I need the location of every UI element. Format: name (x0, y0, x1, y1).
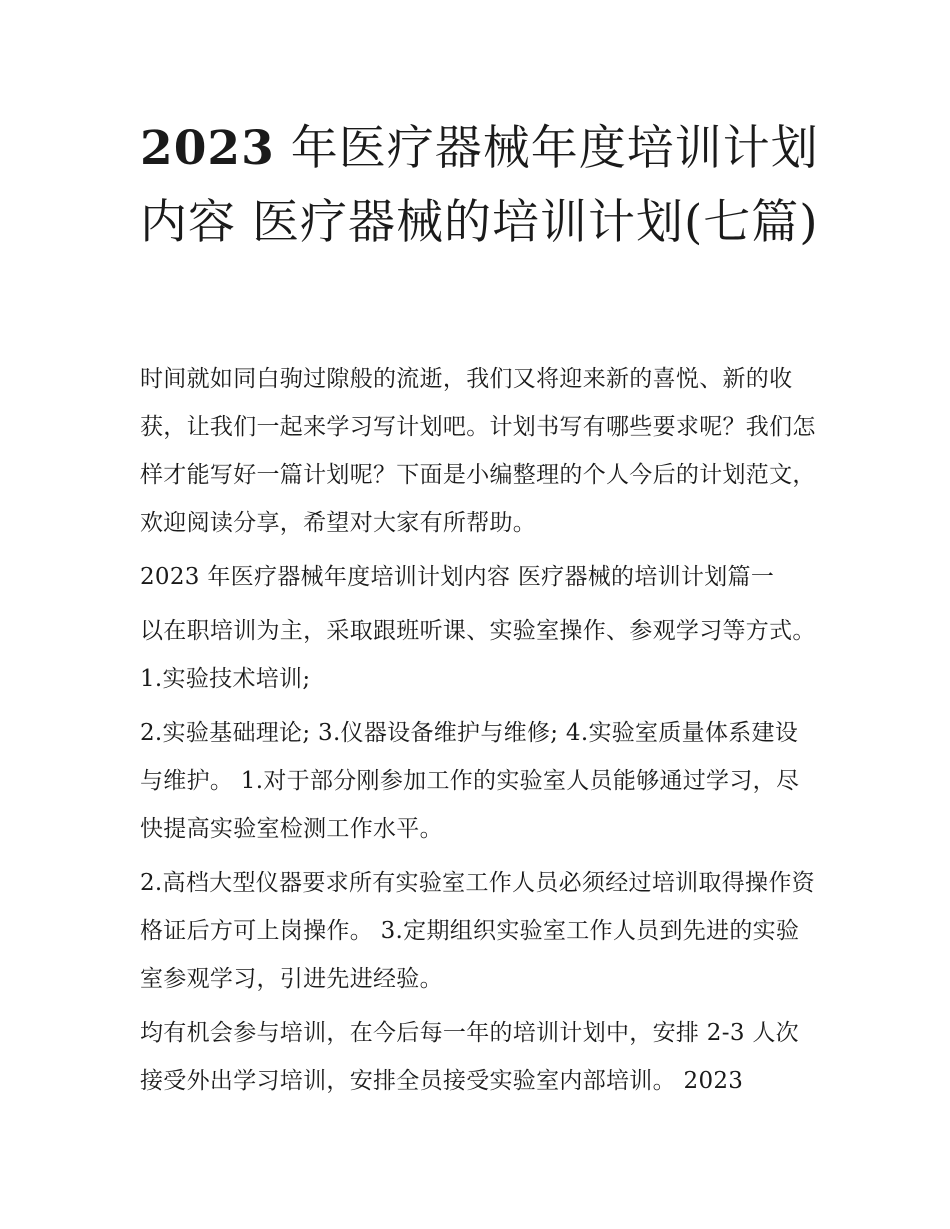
document-title (140, 112, 820, 260)
title-year: 2023 (140, 121, 275, 176)
body-paragraph: 均有机会参与培训，在今后每一年的培训计划中，安排 2-3 人次接受外出学习培训，安排全员接受实验室内部培训。 2023 (140, 1020, 799, 1094)
body-paragraph: 2.实验基础理论; 3.仪器设备维护与维修; 4.实验室质量体系建设与维护。 1.对于部分刚参加工作的实验室人员能够通过学习，尽快提高实验室检测工作水平。 (140, 720, 800, 842)
title-text: 年医疗器械年度培训计划内容 医疗器械的培训计划(七篇) (140, 121, 819, 250)
body-paragraph: 2.高档大型仪器要求所有实验室工作人员必须经过培训取得操作资格证后方可上岗操作。 3.定期组织实验室工作人员到先进的实验室参观学习，引进先进经验。 (140, 870, 815, 992)
intro-paragraph: 时间就如同白驹过隙般的流逝，我们又将迎来新的喜悦、新的收获，让我们一起来学习写计划吧。计划书写有哪些要求呢？我们怎样才能写好一篇计划呢？下面是小编整理的个人今后的计划范文，欢迎阅读分享，希望对大家有所帮助。 (140, 366, 816, 536)
document-body (140, 355, 820, 1111)
body-paragraph: 以在职培训为主，采取跟班听课、实验室操作、参观学习等方式。 1.实验技术培训; (140, 618, 816, 692)
section-heading: 2023 年医疗器械年度培训计划内容 医疗器械的培训计划篇一 (140, 564, 775, 590)
